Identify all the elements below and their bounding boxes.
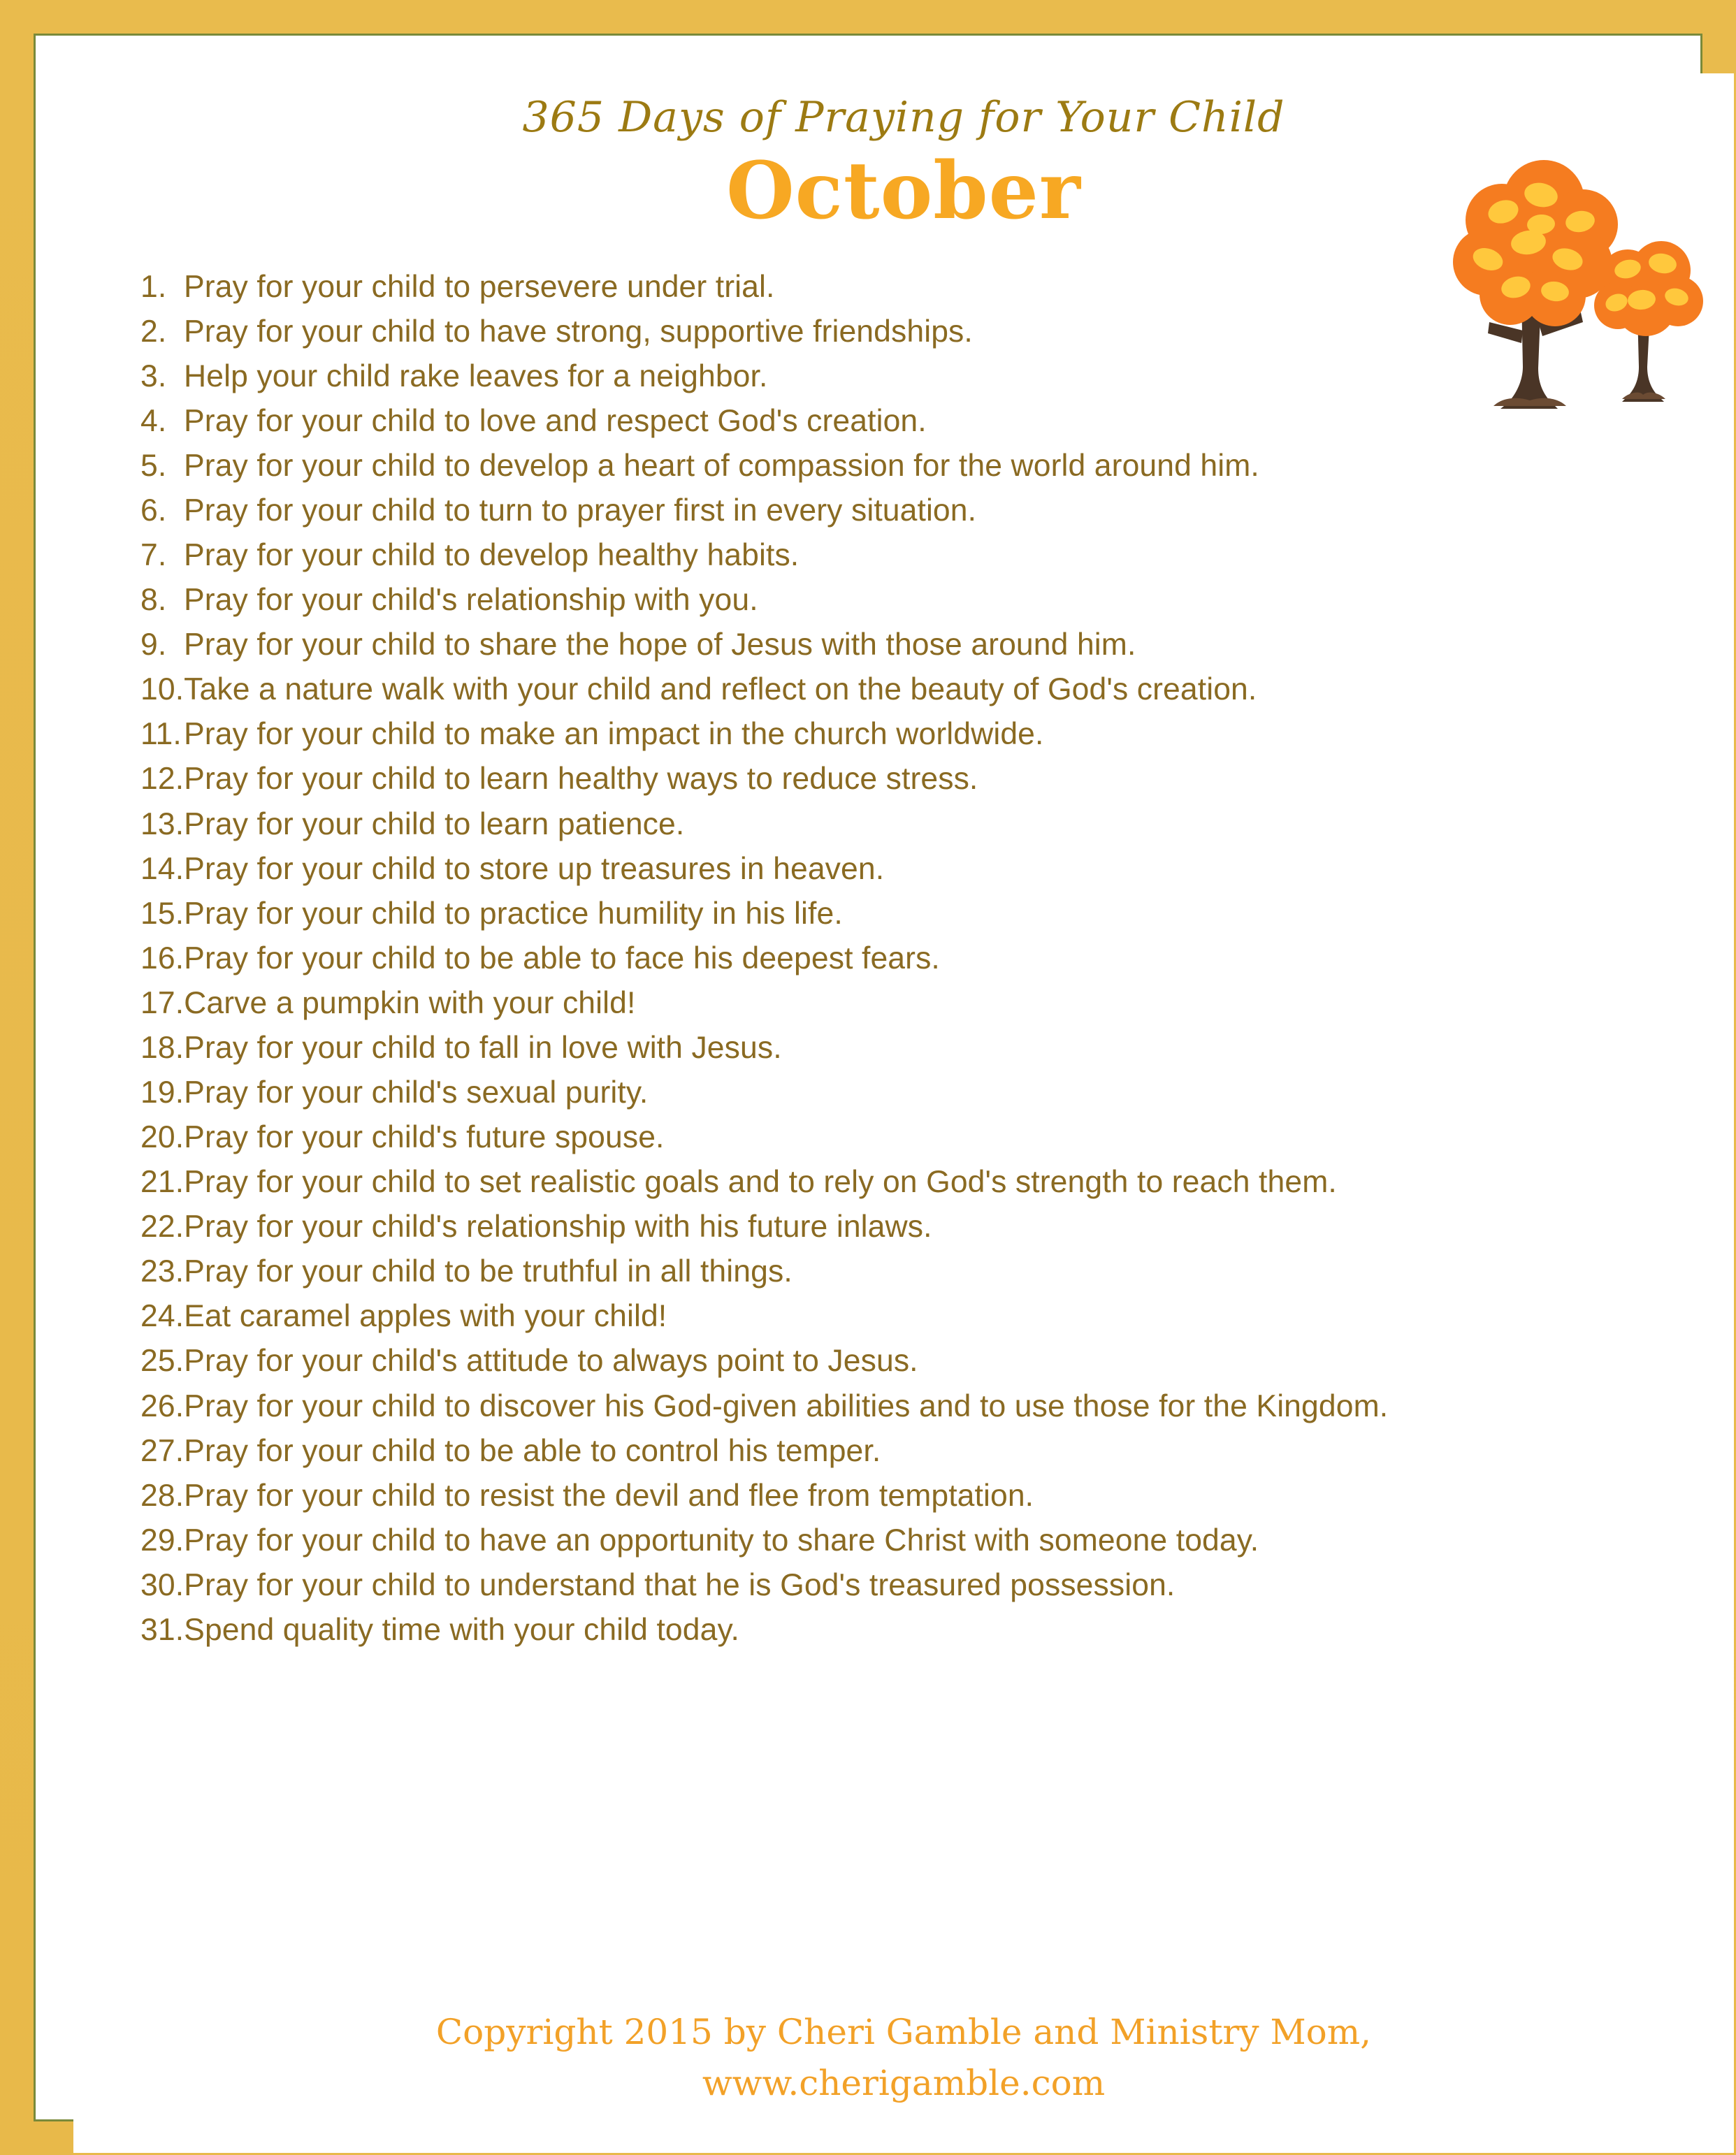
list-item-number: 25. [140,1344,185,1379]
list-item-number: 18. [140,1030,185,1065]
list-item [140,757,1706,801]
website-link[interactable]: www.cherigamble.com [702,2062,1106,2103]
list-item-number: 27. [140,1433,185,1468]
list-item [140,1205,1706,1249]
list-item [140,1071,1706,1115]
list-item [140,712,1706,757]
list-item-text: Pray for your child to be truthful in all things. [184,1254,793,1289]
list-item-number: 8. [140,583,167,618]
list-item-text: Pray for your child to be able to face his deepest fears. [184,941,940,975]
copyright-line: Copyright 2015 by Cheri Gamble and Ministry Mom, [435,2012,1372,2052]
list-item-number: 26. [140,1388,185,1423]
list-item-text: Eat caramel apples with your child! [184,1299,667,1334]
list-item-number: 22. [140,1210,185,1245]
list-item-number: 5. [140,448,167,483]
list-item-number: 15. [140,896,185,931]
list-item [140,1115,1706,1160]
list-item [140,533,1706,578]
list-item [140,1518,1706,1563]
list-item-text: Help your child rake leaves for a neighbor. [184,358,768,393]
list-item [140,623,1706,667]
list-item [140,981,1706,1026]
list-item-text: Pray for your child to set realistic goals and to rely on God's strength to reach them. [184,1165,1337,1200]
list-item-number: 28. [140,1478,185,1513]
list-item-number: 14. [140,851,185,886]
list-item-text: Pray for your child to fall in love with Jesus. [184,1030,782,1065]
list-item-number: 23. [140,1254,185,1289]
list-item [140,1249,1706,1294]
list-item [140,1608,1706,1653]
list-item-text: Pray for your child to practice humility in his life. [184,896,843,931]
list-item [140,1160,1706,1205]
list-item-text: Pray for your child to discover his God-given abilities and to use those for the Kingdom. [184,1388,1389,1423]
list-item-text: Pray for your child's relationship with you. [184,583,758,618]
list-item [140,578,1706,623]
list-item-text: Carve a pumpkin with your child! [184,985,636,1020]
list-item-number: 4. [140,403,167,438]
list-item-text: Pray for your child to have strong, supportive friendships. [184,314,973,349]
list-item-number: 9. [140,627,167,662]
list-item-number: 10. [140,672,185,707]
list-item-text: Pray for your child to develop healthy habits. [184,538,800,573]
list-item-text: Pray for your child to make an impact in the church worldwide. [184,717,1044,752]
autumn-trees-icon [1418,157,1719,451]
list-item-number: 24. [140,1299,185,1334]
list-item-number: 2. [140,314,167,349]
list-item [140,1026,1706,1071]
list-item-number: 1. [140,269,167,304]
list-item-number: 11. [140,717,182,752]
list-item [140,802,1706,847]
list-item-text: Pray for your child's attitude to always point to Jesus. [184,1344,918,1379]
list-item [140,892,1706,936]
list-item-number: 7. [140,538,167,573]
list-item-number: 21. [140,1165,185,1200]
list-item-number: 6. [140,493,167,528]
list-item-number: 31. [140,1612,185,1647]
list-item-text: Pray for your child's future spouse. [184,1120,665,1155]
list-item [140,1339,1706,1384]
document-header [73,73,1734,237]
list-item-text: Pray for your child to love and respect God's creation. [184,403,927,438]
list-item-number: 16. [140,941,185,975]
list-item-number: 30. [140,1567,185,1602]
list-item-text: Pray for your child to turn to prayer first in every situation. [184,493,977,528]
list-item-number: 29. [140,1523,185,1558]
list-item-number: 17. [140,985,185,1020]
list-item-text: Pray for your child's relationship with his future inlaws. [184,1210,932,1245]
list-item-number: 13. [140,806,185,841]
list-item-number: 20. [140,1120,185,1155]
list-item-text: Pray for your child to understand that he is God's treasured possession. [184,1567,1176,1602]
list-item-text: Pray for your child to store up treasures in heaven. [184,851,885,886]
page-content [73,73,1734,2153]
footer [73,2007,1734,2108]
list-item-text: Spend quality time with your child today. [184,1612,739,1647]
page-border [34,34,1702,2121]
list-item [140,1429,1706,1474]
list-item-text: Pray for your child's sexual purity. [184,1075,649,1110]
list-item-number: 3. [140,358,167,393]
list-item-text: Pray for your child to resist the devil and flee from temptation. [184,1478,1034,1513]
prayer-list [73,265,1734,1653]
list-item [140,1294,1706,1339]
list-item-text: Pray for your child to learn healthy ways to reduce stress. [184,762,978,797]
list-item [140,1563,1706,1608]
list-item-number: 19. [140,1075,185,1110]
list-item-text: Pray for your child to learn patience. [184,806,685,841]
list-item-text: Take a nature walk with your child and reflect on the beauty of God's creation. [184,672,1257,707]
list-item-text: Pray for your child to share the hope of Jesus with those around him. [184,627,1136,662]
list-item [140,936,1706,981]
list-item-text: Pray for your child to be able to control his temper. [184,1433,881,1468]
list-item [140,1474,1706,1518]
list-item-number: 12. [140,762,185,797]
month-title: October [726,145,1081,237]
series-title: 365 Days of Praying for Your Child [522,93,1285,142]
list-item [140,1384,1706,1429]
list-item [140,488,1706,533]
list-item-text: Pray for your child to have an opportunity to share Christ with someone today. [184,1523,1259,1558]
list-item [140,847,1706,892]
list-item-text: Pray for your child to develop a heart of compassion for the world around him. [184,448,1259,483]
list-item-text: Pray for your child to persevere under trial. [184,269,775,304]
list-item [140,667,1706,712]
